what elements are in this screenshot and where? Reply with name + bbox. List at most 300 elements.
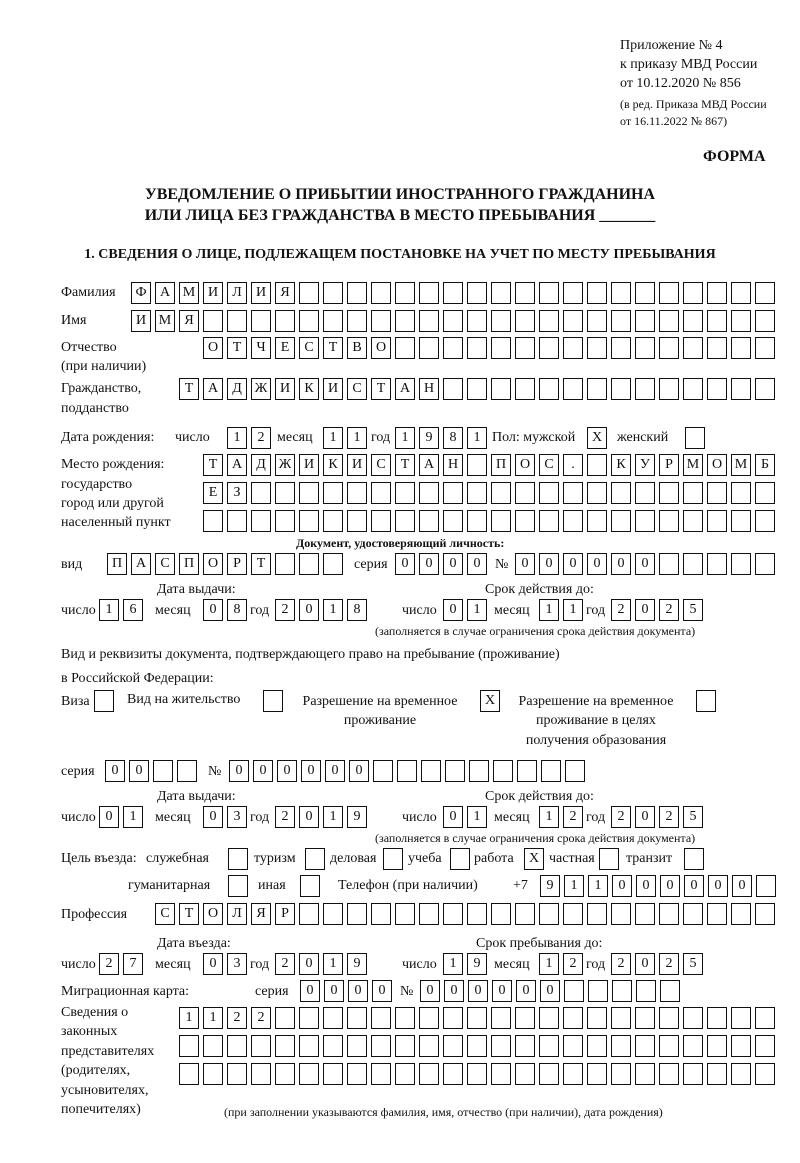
id-kind-field-cell[interactable] (323, 553, 343, 575)
citizenship-field-cell[interactable] (683, 378, 703, 400)
id-valid-year-field-cell[interactable]: 2 (659, 599, 679, 621)
representatives-field-cell[interactable] (635, 1035, 655, 1057)
patronymic-field-cell[interactable] (443, 337, 463, 359)
citizenship-field-cell[interactable]: Н (419, 378, 439, 400)
phone-field-cell[interactable]: 1 (588, 875, 608, 897)
representatives-field-cell[interactable] (179, 1063, 199, 1085)
name-field-cell[interactable] (755, 310, 775, 332)
stay-valid-day-field-cell[interactable]: 1 (467, 806, 487, 828)
citizenship-field-cell[interactable] (563, 378, 583, 400)
id-valid-year-field-cell[interactable]: 2 (611, 599, 631, 621)
birth-day-field-cell[interactable]: 2 (251, 427, 271, 449)
representatives-field-cell[interactable] (179, 1035, 199, 1057)
representatives-field-cell[interactable] (707, 1035, 727, 1057)
name-field-cell[interactable] (395, 310, 415, 332)
citizenship-field-cell[interactable]: А (203, 378, 223, 400)
birthplace-field-cell[interactable] (491, 510, 511, 532)
birthplace-field-cell[interactable]: А (227, 454, 247, 476)
stay-issue-day-field-cell[interactable]: 1 (123, 806, 143, 828)
representatives-field-cell[interactable] (323, 1007, 343, 1029)
id-valid-day-field-cell[interactable]: 1 (467, 599, 487, 621)
representatives-field-cell[interactable] (515, 1063, 535, 1085)
entry-month-field-cell[interactable]: 3 (227, 953, 247, 975)
stay-number-field-cell[interactable] (469, 760, 489, 782)
citizenship-field-cell[interactable] (611, 378, 631, 400)
representatives-field-cell[interactable] (515, 1035, 535, 1057)
surname-field-cell[interactable] (659, 282, 679, 304)
profession-field-cell[interactable] (347, 903, 367, 925)
representatives-field-cell[interactable] (203, 1035, 223, 1057)
name-field-cell[interactable] (563, 310, 583, 332)
birth-year-field-cell[interactable]: 1 (395, 427, 415, 449)
citizenship-field-cell[interactable] (515, 378, 535, 400)
name-field-cell[interactable] (347, 310, 367, 332)
birthplace-field-cell[interactable] (491, 482, 511, 504)
profession-field-cell[interactable] (323, 903, 343, 925)
profession-field-cell[interactable]: Т (179, 903, 199, 925)
citizenship-field-cell[interactable]: Д (227, 378, 247, 400)
id-issue-year-field-cell[interactable]: 2 (275, 599, 295, 621)
representatives-field-cell[interactable] (395, 1035, 415, 1057)
birthplace-field-cell[interactable] (539, 482, 559, 504)
id-valid-day-field-cell[interactable]: 0 (443, 599, 463, 621)
stay-number-field-cell[interactable]: 0 (253, 760, 273, 782)
representatives-field-cell[interactable]: 2 (251, 1007, 271, 1029)
birthplace-field-cell[interactable] (707, 510, 727, 532)
representatives-field-cell[interactable] (707, 1063, 727, 1085)
id-kind-field-cell[interactable]: А (131, 553, 151, 575)
surname-field-cell[interactable] (515, 282, 535, 304)
birthplace-field-cell[interactable]: С (371, 454, 391, 476)
stay-number-field-cell[interactable]: 0 (229, 760, 249, 782)
stay-number-field-cell[interactable]: 0 (301, 760, 321, 782)
profession-field-cell[interactable]: О (203, 903, 223, 925)
id-number-field-cell[interactable]: 0 (515, 553, 535, 575)
patronymic-field-cell[interactable] (563, 337, 583, 359)
representatives-field-cell[interactable] (323, 1035, 343, 1057)
name-field-cell[interactable] (491, 310, 511, 332)
representatives-field-cell[interactable] (587, 1063, 607, 1085)
migration-number-field-cell[interactable]: 0 (468, 980, 488, 1002)
birthplace-field-cell[interactable] (683, 510, 703, 532)
representatives-field-cell[interactable] (515, 1007, 535, 1029)
id-kind-field-cell[interactable]: Р (227, 553, 247, 575)
stay-series-field-cell[interactable] (177, 760, 197, 782)
birth-day-field-cell[interactable]: 1 (227, 427, 247, 449)
id-issue-year-field-cell[interactable]: 8 (347, 599, 367, 621)
phone-field-cell[interactable]: 0 (660, 875, 680, 897)
birthplace-field-cell[interactable] (227, 510, 247, 532)
birth-month-field-cell[interactable]: 1 (347, 427, 367, 449)
residence-checkbox[interactable] (263, 690, 283, 712)
stay-number-field-cell[interactable] (373, 760, 393, 782)
surname-field-cell[interactable] (491, 282, 511, 304)
birthplace-field-cell[interactable] (347, 482, 367, 504)
representatives-field-cell[interactable] (611, 1007, 631, 1029)
patronymic-field-cell[interactable] (611, 337, 631, 359)
representatives-field-cell[interactable] (731, 1035, 751, 1057)
surname-field-cell[interactable] (395, 282, 415, 304)
stay-until-year-field-cell[interactable]: 5 (683, 953, 703, 975)
id-issue-year-field-cell[interactable]: 1 (323, 599, 343, 621)
birthplace-field-cell[interactable] (443, 482, 463, 504)
birthplace-field-cell[interactable]: Б (755, 454, 775, 476)
migration-number-field-cell[interactable] (612, 980, 632, 1002)
purpose-official-checkbox[interactable] (228, 848, 248, 870)
citizenship-field-cell[interactable] (659, 378, 679, 400)
id-number-field-cell[interactable] (731, 553, 751, 575)
representatives-field-cell[interactable] (587, 1035, 607, 1057)
citizenship-field-cell[interactable] (707, 378, 727, 400)
id-number-field-cell[interactable]: 0 (587, 553, 607, 575)
stay-valid-year-field-cell[interactable]: 5 (683, 806, 703, 828)
purpose-transit-checkbox[interactable] (684, 848, 704, 870)
migration-number-field-cell[interactable]: 0 (444, 980, 464, 1002)
name-field-cell[interactable] (323, 310, 343, 332)
profession-field-cell[interactable]: Р (275, 903, 295, 925)
birthplace-field-cell[interactable] (587, 510, 607, 532)
representatives-field-cell[interactable] (443, 1063, 463, 1085)
patronymic-field-cell[interactable]: О (371, 337, 391, 359)
representatives-field-cell[interactable] (299, 1007, 319, 1029)
citizenship-field-cell[interactable]: К (299, 378, 319, 400)
patronymic-field-cell[interactable] (659, 337, 679, 359)
surname-field-cell[interactable]: Ф (131, 282, 151, 304)
phone-field-cell[interactable]: 0 (732, 875, 752, 897)
birthplace-field-cell[interactable]: З (227, 482, 247, 504)
birthplace-field-cell[interactable] (635, 510, 655, 532)
birthplace-field-cell[interactable]: Т (203, 454, 223, 476)
representatives-field-cell[interactable] (467, 1035, 487, 1057)
name-field-cell[interactable]: Я (179, 310, 199, 332)
representatives-field-cell[interactable] (563, 1007, 583, 1029)
representatives-field-cell[interactable] (491, 1063, 511, 1085)
profession-field-cell[interactable]: Л (227, 903, 247, 925)
birthplace-field-cell[interactable]: О (515, 454, 535, 476)
id-kind-field-cell[interactable] (299, 553, 319, 575)
birthplace-field-cell[interactable]: К (323, 454, 343, 476)
representatives-field-cell[interactable] (683, 1035, 703, 1057)
representatives-field-cell[interactable] (539, 1035, 559, 1057)
representatives-field-cell[interactable] (563, 1063, 583, 1085)
migration-number-field-cell[interactable] (660, 980, 680, 1002)
profession-field-cell[interactable] (659, 903, 679, 925)
representatives-field-cell[interactable] (491, 1007, 511, 1029)
birthplace-field-cell[interactable] (587, 482, 607, 504)
id-series-field-cell[interactable]: 0 (419, 553, 439, 575)
name-field-cell[interactable] (203, 310, 223, 332)
phone-field-cell[interactable]: 0 (612, 875, 632, 897)
birthplace-field-cell[interactable] (659, 510, 679, 532)
stay-valid-day-field-cell[interactable]: 0 (443, 806, 463, 828)
citizenship-field-cell[interactable] (467, 378, 487, 400)
id-number-field-cell[interactable] (755, 553, 775, 575)
birthplace-field-cell[interactable] (563, 482, 583, 504)
purpose-business-checkbox[interactable] (383, 848, 403, 870)
profession-field-cell[interactable] (731, 903, 751, 925)
representatives-field-cell[interactable] (539, 1063, 559, 1085)
citizenship-field-cell[interactable] (587, 378, 607, 400)
entry-year-field-cell[interactable]: 1 (323, 953, 343, 975)
representatives-field-cell[interactable] (467, 1007, 487, 1029)
migration-number-field-cell[interactable] (636, 980, 656, 1002)
purpose-tourism-checkbox[interactable] (305, 848, 325, 870)
birthplace-field-cell[interactable]: . (563, 454, 583, 476)
representatives-field-cell[interactable] (275, 1063, 295, 1085)
representatives-field-cell[interactable] (419, 1007, 439, 1029)
profession-field-cell[interactable] (563, 903, 583, 925)
id-number-field-cell[interactable] (683, 553, 703, 575)
birthplace-field-cell[interactable]: У (635, 454, 655, 476)
phone-field-cell[interactable]: 9 (540, 875, 560, 897)
birthplace-field-cell[interactable] (659, 482, 679, 504)
id-series-field-cell[interactable]: 0 (467, 553, 487, 575)
profession-field-cell[interactable] (371, 903, 391, 925)
trp-checkbox[interactable]: X (480, 690, 500, 712)
birthplace-field-cell[interactable]: И (347, 454, 367, 476)
representatives-field-cell[interactable] (395, 1063, 415, 1085)
name-field-cell[interactable] (227, 310, 247, 332)
surname-field-cell[interactable] (683, 282, 703, 304)
stay-until-month-field-cell[interactable]: 1 (539, 953, 559, 975)
profession-field-cell[interactable] (707, 903, 727, 925)
name-field-cell[interactable] (467, 310, 487, 332)
representatives-field-cell[interactable] (563, 1035, 583, 1057)
representatives-field-cell[interactable] (635, 1007, 655, 1029)
id-number-field-cell[interactable]: 0 (635, 553, 655, 575)
representatives-field-cell[interactable] (203, 1063, 223, 1085)
id-issue-month-field-cell[interactable]: 0 (203, 599, 223, 621)
name-field-cell[interactable]: И (131, 310, 151, 332)
surname-field-cell[interactable] (635, 282, 655, 304)
migration-series-field-cell[interactable]: 0 (348, 980, 368, 1002)
name-field-cell[interactable] (659, 310, 679, 332)
citizenship-field-cell[interactable]: Т (371, 378, 391, 400)
stay-number-field-cell[interactable] (517, 760, 537, 782)
profession-field-cell[interactable] (419, 903, 439, 925)
birthplace-field-cell[interactable] (251, 510, 271, 532)
birthplace-field-cell[interactable]: Е (203, 482, 223, 504)
representatives-field-cell[interactable]: 2 (227, 1007, 247, 1029)
birthplace-field-cell[interactable] (299, 482, 319, 504)
name-field-cell[interactable]: М (155, 310, 175, 332)
patronymic-field-cell[interactable] (587, 337, 607, 359)
representatives-field-cell[interactable] (371, 1063, 391, 1085)
patronymic-field-cell[interactable]: О (203, 337, 223, 359)
representatives-field-cell[interactable] (275, 1007, 295, 1029)
birthplace-field-cell[interactable]: П (491, 454, 511, 476)
phone-field-cell[interactable]: 0 (636, 875, 656, 897)
phone-field-cell[interactable] (756, 875, 776, 897)
representatives-field-cell[interactable] (443, 1007, 463, 1029)
name-field-cell[interactable] (299, 310, 319, 332)
citizenship-field-cell[interactable]: И (323, 378, 343, 400)
representatives-field-cell[interactable] (251, 1035, 271, 1057)
surname-field-cell[interactable]: А (155, 282, 175, 304)
representatives-field-cell[interactable] (227, 1063, 247, 1085)
name-field-cell[interactable] (371, 310, 391, 332)
citizenship-field-cell[interactable] (443, 378, 463, 400)
birthplace-field-cell[interactable] (515, 510, 535, 532)
birthplace-field-cell[interactable] (467, 510, 487, 532)
birthplace-field-cell[interactable] (251, 482, 271, 504)
representatives-field-cell[interactable] (659, 1007, 679, 1029)
id-valid-year-field-cell[interactable]: 5 (683, 599, 703, 621)
birthplace-field-cell[interactable]: М (731, 454, 751, 476)
birthplace-field-cell[interactable] (707, 482, 727, 504)
phone-field-cell[interactable]: 0 (708, 875, 728, 897)
birthplace-field-cell[interactable] (755, 482, 775, 504)
representatives-field-cell[interactable] (347, 1035, 367, 1057)
citizenship-field-cell[interactable] (635, 378, 655, 400)
purpose-study-checkbox[interactable] (450, 848, 470, 870)
migration-number-field-cell[interactable]: 0 (420, 980, 440, 1002)
citizenship-field-cell[interactable] (755, 378, 775, 400)
stay-until-year-field-cell[interactable]: 2 (611, 953, 631, 975)
id-valid-year-field-cell[interactable]: 0 (635, 599, 655, 621)
birth-year-field-cell[interactable]: 1 (467, 427, 487, 449)
surname-field-cell[interactable]: И (203, 282, 223, 304)
profession-field-cell[interactable] (587, 903, 607, 925)
birthplace-field-cell[interactable] (443, 510, 463, 532)
birthplace-field-cell[interactable]: И (299, 454, 319, 476)
id-kind-field-cell[interactable]: О (203, 553, 223, 575)
surname-field-cell[interactable] (563, 282, 583, 304)
birthplace-field-cell[interactable]: М (683, 454, 703, 476)
birthplace-field-cell[interactable]: А (419, 454, 439, 476)
birthplace-field-cell[interactable]: Н (443, 454, 463, 476)
surname-field-cell[interactable] (371, 282, 391, 304)
stay-valid-year-field-cell[interactable]: 0 (635, 806, 655, 828)
birthplace-field-cell[interactable] (419, 482, 439, 504)
birth-month-field-cell[interactable]: 1 (323, 427, 343, 449)
phone-field-cell[interactable]: 1 (564, 875, 584, 897)
stay-number-field-cell[interactable]: 0 (277, 760, 297, 782)
birthplace-field-cell[interactable]: О (707, 454, 727, 476)
birthplace-field-cell[interactable] (323, 482, 343, 504)
profession-field-cell[interactable]: Я (251, 903, 271, 925)
citizenship-field-cell[interactable]: Ж (251, 378, 271, 400)
birthplace-field-cell[interactable] (611, 510, 631, 532)
stay-series-field-cell[interactable]: 0 (129, 760, 149, 782)
representatives-field-cell[interactable] (731, 1007, 751, 1029)
citizenship-field-cell[interactable]: А (395, 378, 415, 400)
birthplace-field-cell[interactable]: Р (659, 454, 679, 476)
birthplace-field-cell[interactable] (467, 482, 487, 504)
surname-field-cell[interactable]: М (179, 282, 199, 304)
id-number-field-cell[interactable] (659, 553, 679, 575)
representatives-field-cell[interactable] (683, 1063, 703, 1085)
patronymic-field-cell[interactable] (731, 337, 751, 359)
patronymic-field-cell[interactable] (707, 337, 727, 359)
name-field-cell[interactable] (683, 310, 703, 332)
migration-series-field-cell[interactable]: 0 (372, 980, 392, 1002)
birthplace-field-cell[interactable] (515, 482, 535, 504)
entry-year-field-cell[interactable]: 2 (275, 953, 295, 975)
surname-field-cell[interactable] (347, 282, 367, 304)
birthplace-field-cell[interactable]: Т (395, 454, 415, 476)
representatives-field-cell[interactable] (731, 1063, 751, 1085)
representatives-field-cell[interactable] (467, 1063, 487, 1085)
representatives-field-cell[interactable] (755, 1035, 775, 1057)
representatives-field-cell[interactable] (371, 1007, 391, 1029)
surname-field-cell[interactable] (323, 282, 343, 304)
stay-number-field-cell[interactable] (493, 760, 513, 782)
citizenship-field-cell[interactable]: И (275, 378, 295, 400)
patronymic-field-cell[interactable] (467, 337, 487, 359)
representatives-field-cell[interactable] (299, 1035, 319, 1057)
id-number-field-cell[interactable]: 0 (563, 553, 583, 575)
representatives-field-cell[interactable] (611, 1035, 631, 1057)
stay-number-field-cell[interactable] (421, 760, 441, 782)
surname-field-cell[interactable] (755, 282, 775, 304)
profession-field-cell[interactable] (491, 903, 511, 925)
representatives-field-cell[interactable] (395, 1007, 415, 1029)
profession-field-cell[interactable] (539, 903, 559, 925)
birthplace-field-cell[interactable] (731, 482, 751, 504)
id-kind-field-cell[interactable]: С (155, 553, 175, 575)
birthplace-field-cell[interactable] (275, 510, 295, 532)
name-field-cell[interactable] (707, 310, 727, 332)
stay-number-field-cell[interactable] (445, 760, 465, 782)
patronymic-field-cell[interactable] (491, 337, 511, 359)
surname-field-cell[interactable] (611, 282, 631, 304)
id-number-field-cell[interactable]: 0 (539, 553, 559, 575)
id-kind-field-cell[interactable]: Т (251, 553, 271, 575)
representatives-field-cell[interactable] (275, 1035, 295, 1057)
name-field-cell[interactable] (587, 310, 607, 332)
profession-field-cell[interactable] (683, 903, 703, 925)
stay-issue-year-field-cell[interactable]: 9 (347, 806, 367, 828)
stay-series-field-cell[interactable]: 0 (105, 760, 125, 782)
name-field-cell[interactable] (275, 310, 295, 332)
birthplace-field-cell[interactable]: Д (251, 454, 271, 476)
representatives-field-cell[interactable] (635, 1063, 655, 1085)
birth-year-field-cell[interactable]: 9 (419, 427, 439, 449)
entry-year-field-cell[interactable]: 9 (347, 953, 367, 975)
stay-number-field-cell[interactable] (541, 760, 561, 782)
representatives-field-cell[interactable] (611, 1063, 631, 1085)
birthplace-field-cell[interactable] (275, 482, 295, 504)
representatives-field-cell[interactable]: 1 (179, 1007, 199, 1029)
stay-number-field-cell[interactable]: 0 (349, 760, 369, 782)
purpose-private-checkbox[interactable] (599, 848, 619, 870)
representatives-field-cell[interactable] (443, 1035, 463, 1057)
patronymic-field-cell[interactable] (395, 337, 415, 359)
purpose-other-checkbox[interactable] (300, 875, 320, 897)
surname-field-cell[interactable] (707, 282, 727, 304)
surname-field-cell[interactable]: И (251, 282, 271, 304)
birthplace-field-cell[interactable] (395, 482, 415, 504)
profession-field-cell[interactable] (443, 903, 463, 925)
stay-issue-month-field-cell[interactable]: 3 (227, 806, 247, 828)
birthplace-field-cell[interactable] (755, 510, 775, 532)
surname-field-cell[interactable] (731, 282, 751, 304)
entry-day-field-cell[interactable]: 7 (123, 953, 143, 975)
citizenship-field-cell[interactable] (539, 378, 559, 400)
patronymic-field-cell[interactable]: В (347, 337, 367, 359)
surname-field-cell[interactable] (539, 282, 559, 304)
entry-year-field-cell[interactable]: 0 (299, 953, 319, 975)
name-field-cell[interactable] (251, 310, 271, 332)
name-field-cell[interactable] (515, 310, 535, 332)
patronymic-field-cell[interactable]: С (299, 337, 319, 359)
representatives-field-cell[interactable] (419, 1063, 439, 1085)
profession-field-cell[interactable] (635, 903, 655, 925)
birthplace-field-cell[interactable] (371, 482, 391, 504)
patronymic-field-cell[interactable]: Т (323, 337, 343, 359)
representatives-field-cell[interactable] (755, 1007, 775, 1029)
